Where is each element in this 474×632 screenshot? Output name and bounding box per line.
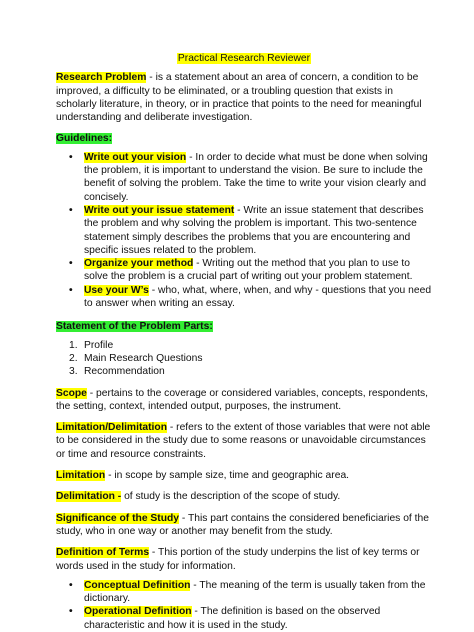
definition-text: of study is the description of the scope of study. xyxy=(121,491,341,503)
list-number: 2. xyxy=(69,352,78,364)
guideline-text: - Write an issue statement that describes the problem and why solving the problem is important. This two-sentence statement simply describes the problems that you are encountering and specific issues related to the problem. xyxy=(84,204,424,256)
term-type-text: - The meaning of the term is usually taken from the dictionary. xyxy=(84,579,426,605)
definition-text: - refers to the extent of those variables that were not able to be considered in the study due to some reasons or unavoidable circumstances or time and resource constraints. xyxy=(56,422,431,460)
guideline-term: Use your W’s xyxy=(84,284,149,296)
term-delimitation: Delimitation - xyxy=(56,491,122,503)
definition-text: - This portion of the study underpins the list of key terms or words used in the study for information. xyxy=(56,547,420,572)
term-operational-definition: Operational Definition xyxy=(84,606,192,618)
guideline-text: - In order to decide what must be done when solving the problem, it is important to understand the vision. Be sure to include the benefit of solving the problem. Take the time to write your vision clearly and concisely. xyxy=(84,151,428,203)
bullet-icon: • xyxy=(69,606,73,618)
guideline-text: - who, what, where, when, and why - questions that you need to answer when writing an essay. xyxy=(84,284,432,310)
list-item xyxy=(69,284,432,311)
list-number: 3. xyxy=(69,366,78,378)
page-title: Practical Research Reviewer xyxy=(177,53,311,64)
definition-text: - in scope by sample size, time and geographic area. xyxy=(105,470,350,482)
bullet-icon: • xyxy=(69,258,73,270)
bullet-icon: • xyxy=(69,204,73,216)
list-item xyxy=(69,151,432,204)
list-item xyxy=(69,579,432,606)
list-item xyxy=(69,339,432,352)
guideline-term: Write out your issue statement xyxy=(84,204,235,216)
bullet-icon: • xyxy=(69,579,73,591)
term-types-list xyxy=(56,579,432,632)
definition-paragraph xyxy=(56,387,432,414)
research-problem-paragraph xyxy=(56,71,432,124)
list-number: 1. xyxy=(69,339,78,351)
definition-text: - This part contains the considered beneficiaries of the study, who in one way or another may benefit from the study. xyxy=(56,512,429,537)
research-problem-text: - is a statement about an area of concern, a condition to be improved, a difficulty to be eliminated, or a troubling question that exists in scholarly literature, in theory, or in practice that points to the need for meaningful understanding and deliberate investigation. xyxy=(56,72,422,124)
guideline-text: - Writing out the method that you plan to use to solve the problem is a crucial part of writing out your problem statement. xyxy=(84,258,413,283)
definition-paragraph xyxy=(56,512,432,539)
list-item xyxy=(69,365,432,378)
term-significance: Significance of the Study xyxy=(56,512,180,524)
term-conceptual-definition: Conceptual Definition xyxy=(84,579,191,591)
definition-paragraph xyxy=(56,469,432,482)
guideline-term: Organize your method xyxy=(84,258,194,270)
definition-paragraph xyxy=(56,546,432,573)
term-limitation-delimitation: Limitation/Delimitation xyxy=(56,422,167,434)
list-item xyxy=(69,352,432,365)
list-item xyxy=(69,204,432,257)
guidelines-list xyxy=(56,151,432,311)
part-text: Main Research Questions xyxy=(84,352,203,364)
term-scope: Scope xyxy=(56,387,87,399)
bullet-icon: • xyxy=(69,151,73,163)
term-definition-of-terms: Definition of Terms xyxy=(56,547,150,559)
part-text: Profile xyxy=(84,339,114,351)
parts-heading: Statement of the Problem Parts: xyxy=(56,321,213,333)
list-item xyxy=(69,257,432,284)
guidelines-heading: Guidelines: xyxy=(56,133,113,145)
term-limitation: Limitation xyxy=(56,470,106,482)
list-item xyxy=(69,605,432,632)
bullet-icon: • xyxy=(69,284,73,296)
definition-text: - pertains to the coverage or considered variables, concepts, respondents, the setting, context, intended output, purposes, the instrument. xyxy=(56,387,429,412)
guideline-term: Write out your vision xyxy=(84,151,187,163)
definition-paragraph xyxy=(56,421,432,461)
definition-paragraph xyxy=(56,490,432,503)
parts-list xyxy=(56,339,432,379)
term-research-problem: Research Problem xyxy=(56,72,147,84)
part-text: Recommendation xyxy=(84,366,165,378)
term-type-text: - The definition is based on the observed characteristic and how it is used in the study. xyxy=(84,606,381,631)
